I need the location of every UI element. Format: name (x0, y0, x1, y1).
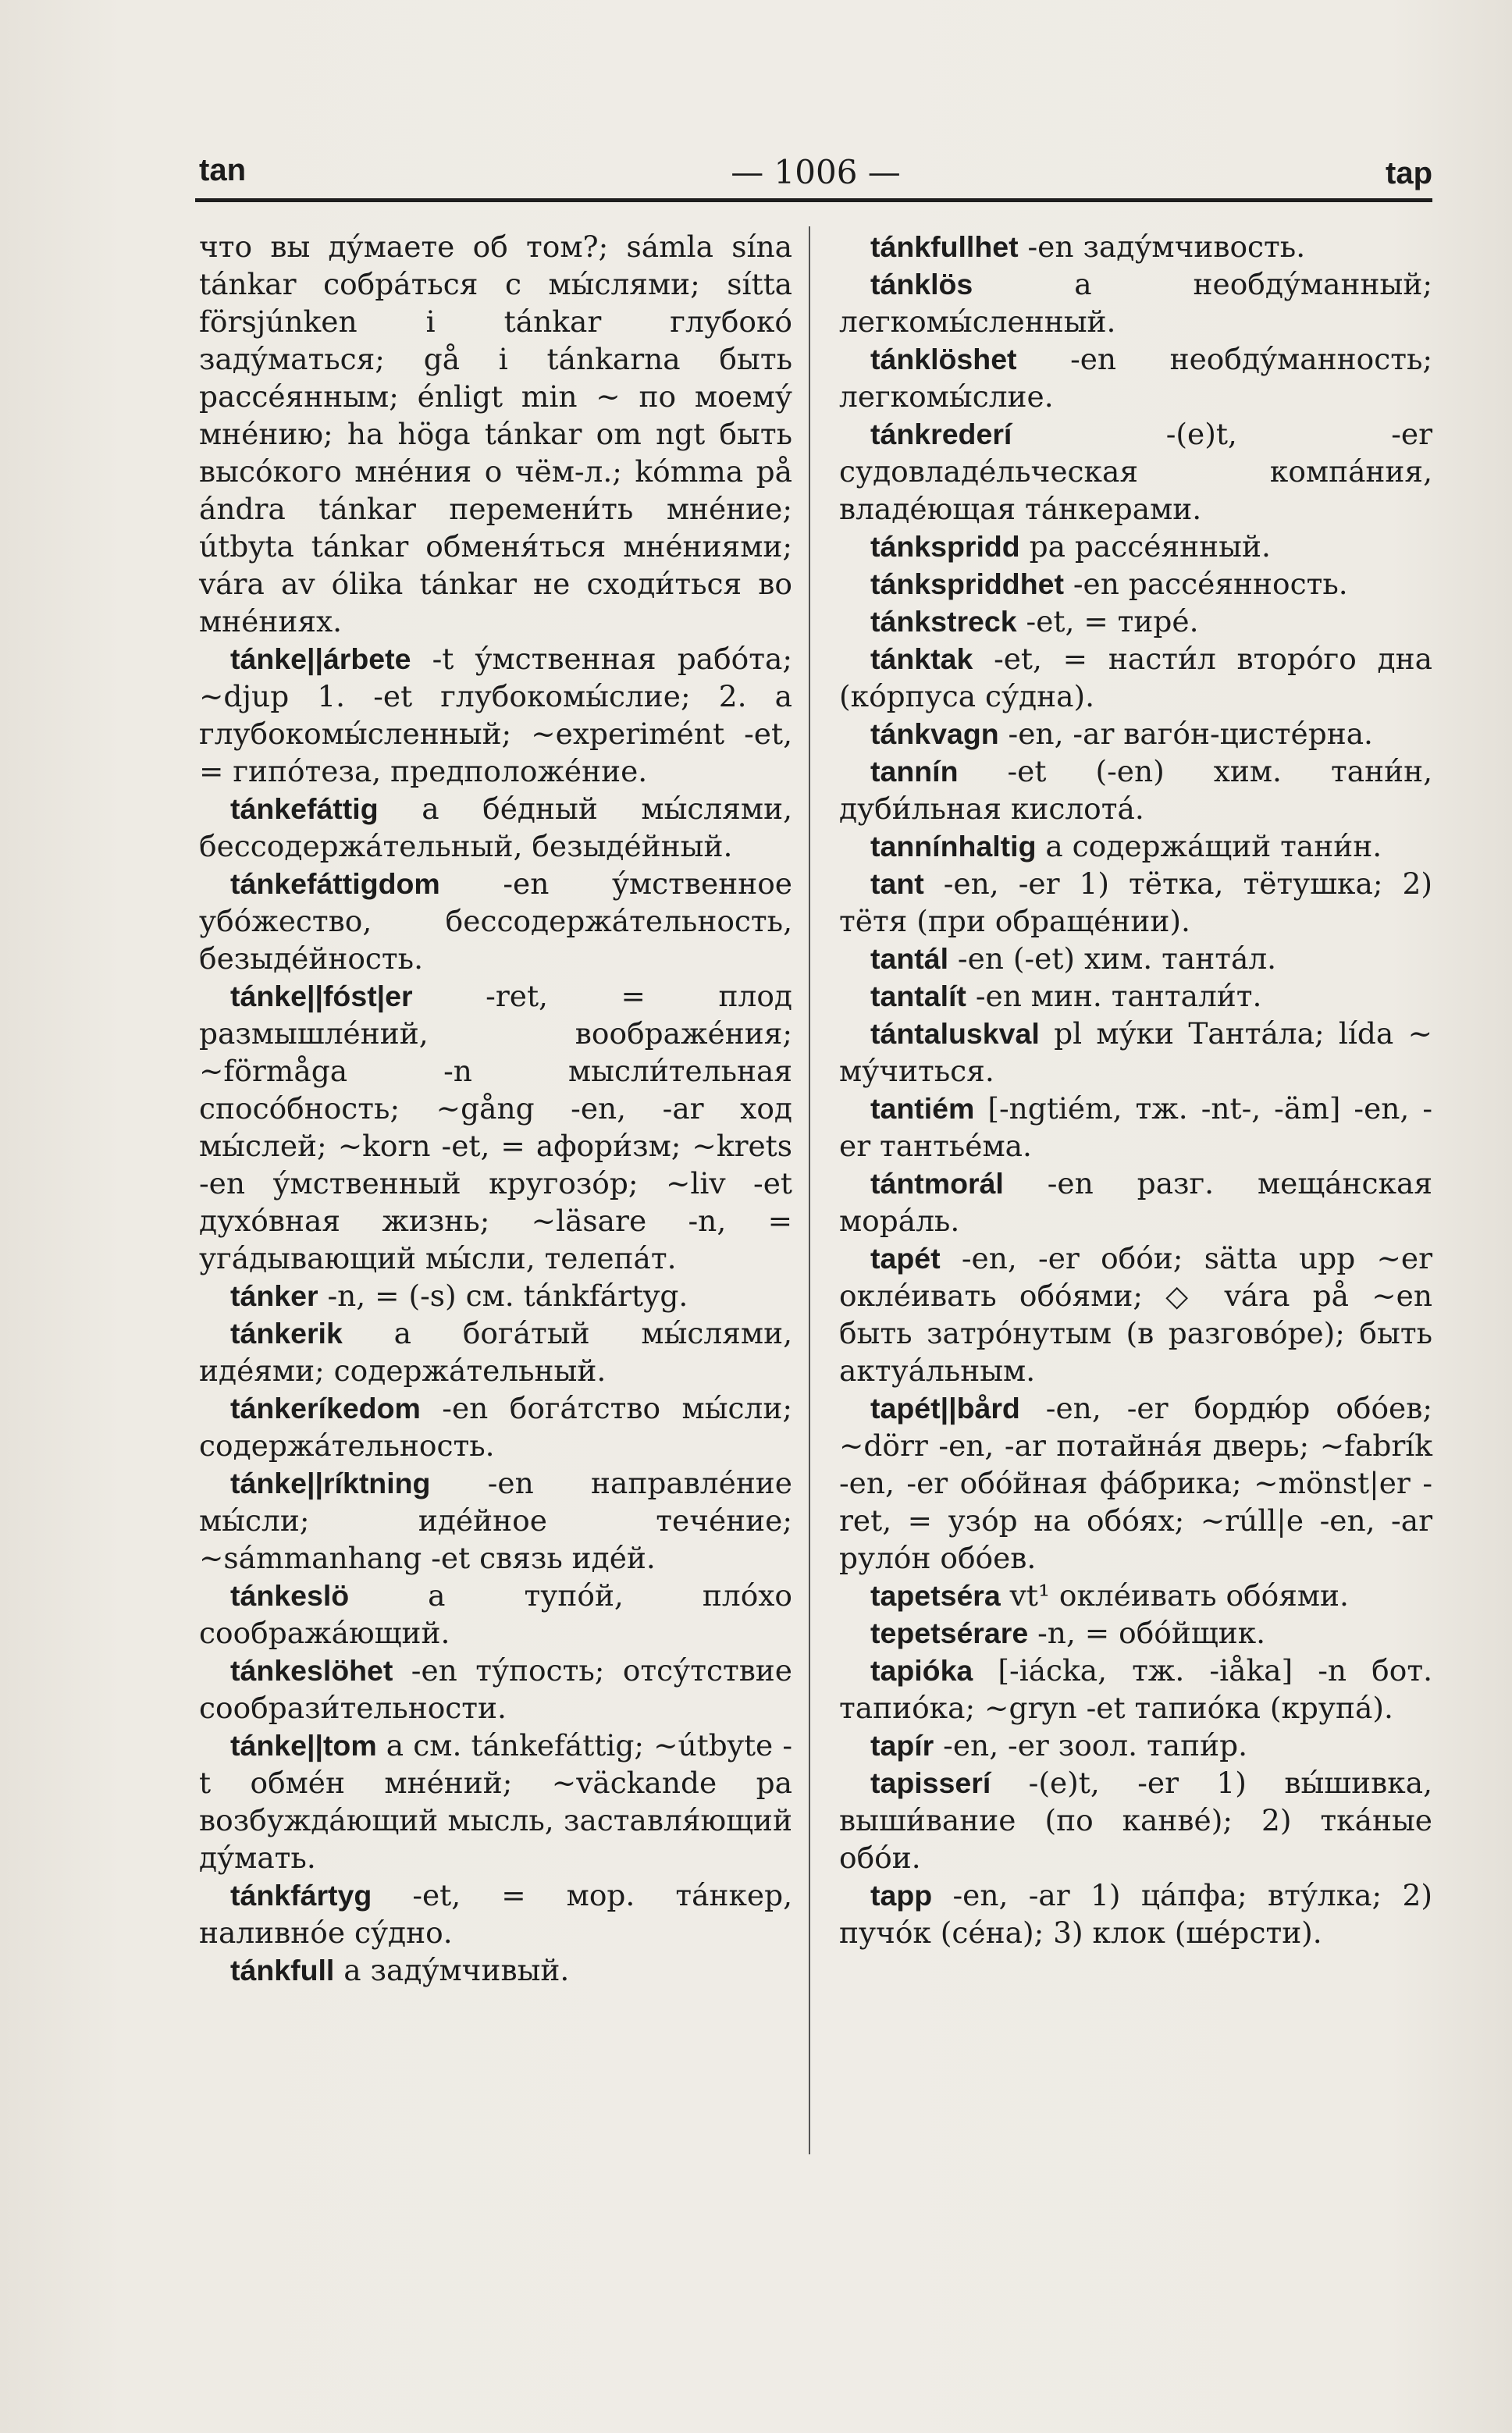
dictionary-entry (839, 1876, 1432, 1951)
dictionary-entry (839, 752, 1432, 827)
dictionary-entry (199, 1951, 792, 1989)
headword: tántmorál (870, 1167, 1004, 1200)
dictionary-entry (839, 1389, 1432, 1577)
dictionary-entry (839, 977, 1432, 1015)
dictionary-entry (199, 1314, 792, 1389)
headword: tánklöshet (870, 343, 1017, 375)
definition: a тупо́й, пло́хо сообража́ющий. (199, 1578, 792, 1650)
definition: -en рассе́янность. (1063, 567, 1348, 601)
dictionary-entry (839, 715, 1432, 752)
headword: tánkrederí (870, 418, 1012, 450)
definition: -en, -ar ваго́н-цисте́рна. (998, 717, 1373, 751)
dictionary-entry (199, 1727, 792, 1876)
headword: tannínhaltig (870, 830, 1037, 863)
headword: tánke||tom (230, 1729, 377, 1762)
headword: tánkeslöhet (230, 1654, 393, 1687)
headword: tantalít (870, 980, 966, 1012)
definition: -en, -ar 1) ца́пфа; вту́лка; 2) пучо́к (се́на); 3) клок (ше́рсти). (839, 1878, 1432, 1950)
definition: a бога́тый мы́слями, иде́ями; содержа́тельный. (199, 1316, 792, 1388)
definition: -en, -er зоол. тапи́р. (934, 1728, 1248, 1763)
definition: -en (-et) хим. танта́л. (948, 941, 1277, 976)
dictionary-entry (839, 1240, 1432, 1389)
headword: tánkspridd (870, 530, 1020, 563)
definition: a заду́мчивый. (334, 1953, 570, 1987)
dictionary-entry (839, 1614, 1432, 1652)
definition: -en у́мственное убо́жество, бессодержа́тельность, безыде́йность. (199, 866, 792, 976)
definition: vt¹ окле́ивать обо́ями. (1000, 1578, 1349, 1613)
definition: -en мин. тантали́т. (966, 979, 1262, 1013)
definition: -en, -er бордю́р обо́ев; ~dörr -en, -ar потайна́я дверь; ~fabrík -en, -er обо́йная фа́брика; ~mönst|er -ret, = узо́р на обо́ях; ~rúll|e -en, -ar руло́н обо́ев. (839, 1391, 1432, 1575)
dictionary-entry (199, 865, 792, 977)
definition: -n, = обо́йщик. (1028, 1616, 1266, 1650)
left-column (199, 228, 792, 1989)
definition: -en необду́манность; легкомы́слие. (839, 342, 1432, 414)
dictionary-entry (199, 977, 792, 1277)
definition: [-iácka, тж. -iåka] -n бот. тапио́ка; ~gryn -et тапио́ка (крупа́). (839, 1653, 1432, 1725)
definition: -ret, = плод размышле́ний, воображе́ния; ~förmåga -n мысли́тельная спосо́бность; ~gång -en, -ar ход мы́слей; ~korn -et, = афори́зм; ~krets -en у́мственный кругозо́р; ~liv -et духо́вная жизнь; ~läsare -n, = уга́дывающий мы́сли, телепа́т. (199, 979, 792, 1275)
headword: tánktak (870, 642, 973, 675)
definition: -en разг. меща́нская мора́ль. (839, 1166, 1432, 1238)
headword: tántaluskval (870, 1017, 1040, 1050)
dictionary-entry (839, 1764, 1432, 1876)
definition: -n, = (-s) см. tánkfártyg. (318, 1279, 688, 1313)
headword: tánke||árbete (230, 642, 411, 675)
dictionary-entry (839, 1090, 1432, 1165)
dictionary-entry (839, 603, 1432, 640)
dictionary-entry: что вы ду́маете об том?; sámla sína tánkar собра́ться с мы́слями; sítta försjúnken i tánkar глубоко́ заду́маться; gå i tánkarna быть рассе́янным; énligt min ~ по моему́ мне́нию; ha höga tánkar om ngt быть высо́кого мне́ния о чём-л.; kómma på ándra tánkar перемени́ть мне́ние; útbyta tánkar обменя́ться мне́ниями; vára av ólika tánkar не сходи́ться во мне́ниях. (199, 229, 792, 638)
headword: tánkerik (230, 1317, 343, 1350)
dictionary-entry (839, 1577, 1432, 1614)
definition: -(e)t, -er судовладе́льческая компа́ния, владе́ющая та́нкерами. (839, 417, 1432, 526)
definition: -et, = насти́л второ́го дна (ко́рпуса су́дна). (839, 642, 1432, 713)
headword: tapét||bård (870, 1392, 1020, 1425)
dictionary-entry (839, 565, 1432, 603)
headword: tant (870, 867, 924, 900)
right-column (839, 228, 1432, 1951)
headword: tapisserí (870, 1766, 991, 1799)
dictionary-entry (199, 1389, 792, 1464)
page-number: — 1006 — (731, 153, 901, 191)
headword: tantiém (870, 1092, 975, 1125)
dictionary-entry (839, 1652, 1432, 1727)
headword: tánker (230, 1279, 318, 1312)
headword: tapetséra (870, 1579, 1001, 1612)
dictionary-entry (839, 865, 1432, 940)
dictionary-entry (839, 415, 1432, 528)
right-guide-word: tap (1386, 156, 1432, 190)
dictionary-entry (199, 640, 792, 790)
headword: tapióka (870, 1654, 973, 1687)
dictionary-entry (839, 1165, 1432, 1240)
dictionary-entry (839, 827, 1432, 865)
definition: -et (-en) хим. тани́н, дуби́льная кислота́. (839, 754, 1432, 826)
definition: a бе́дный мы́слями, бессодержа́тельный, безыде́йный. (199, 791, 792, 863)
definition: a необду́манный; легкомы́сленный. (839, 267, 1432, 339)
dictionary-entry (199, 1277, 792, 1314)
definition: a содержа́щий тани́н. (1036, 829, 1382, 863)
definition: -en заду́мчивость. (1018, 229, 1306, 264)
definition: -en, -er обо́и; sätta upp ~er окле́ивать обо́ями; ◇ vára på ~en быть затро́нутым (в разгово́ре); быть актуа́льным. (839, 1241, 1432, 1388)
dictionary-entry (199, 1652, 792, 1727)
dictionary-entry (199, 790, 792, 865)
dictionary-entry (839, 640, 1432, 715)
headword: tapét (870, 1242, 941, 1275)
dictionary-entry (199, 1464, 792, 1577)
dictionary-entry (839, 528, 1432, 565)
headword: tánke||ríktning (230, 1467, 431, 1499)
headword: tánkstreck (870, 605, 1017, 638)
header-rule (195, 198, 1432, 202)
left-guide-word: tan (199, 153, 246, 187)
definition: -(e)t, -er 1) вы́шивка, выши́вание (по канве́); 2) тка́ные обо́и. (839, 1766, 1432, 1875)
dictionary-entry (199, 1876, 792, 1951)
definition: [-ngtiém, тж. -nt-, -äm] -en, -er тантье́ма. (839, 1091, 1432, 1163)
dictionary-entry (839, 1727, 1432, 1764)
headword: tánkspriddhet (870, 567, 1064, 600)
definition: -en бога́тство мы́сли; содержа́тельность. (199, 1391, 792, 1463)
headword: tepetsérare (870, 1617, 1029, 1649)
dictionary-entry (839, 1015, 1432, 1090)
dictionary-entry (839, 340, 1432, 415)
dictionary-entry (839, 228, 1432, 265)
headword: tánkvagn (870, 717, 999, 750)
definition: -en направле́ние мы́сли; иде́йное тече́ние; ~sámmanhang -et связь иде́й. (199, 1466, 792, 1575)
headword: tapír (870, 1729, 934, 1762)
page-header (199, 153, 1432, 200)
headword: tánkfull (230, 1954, 335, 1987)
definition: -en ту́пость; отсу́тствие сообрази́тельности. (199, 1653, 792, 1725)
headword: tánkeríkedom (230, 1392, 421, 1425)
headword: tapp (870, 1879, 933, 1912)
headword: tannín (870, 755, 959, 788)
column-divider (809, 226, 810, 2154)
headword: tánklös (870, 268, 973, 301)
headword: tánkeslö (230, 1579, 350, 1612)
headword: tantál (870, 942, 949, 975)
dictionary-entry (839, 940, 1432, 977)
definition: -en, -er 1) тётка, тётушка; 2) тётя (при обраще́нии). (839, 866, 1432, 938)
definition: -et, = тире́. (1016, 604, 1199, 638)
definition: a см. tánkefáttig; ~útbyte -t обме́н мне́ний; ~väckande pa возбужда́ющий мысль, заставля́ющий ду́мать. (199, 1728, 792, 1875)
headword: tánkefáttig (230, 792, 379, 825)
definition: pl му́ки Танта́ла; lída ~ му́читься. (839, 1016, 1432, 1088)
headword: tánke||fóst|er (230, 980, 413, 1012)
definition: pa рассе́янный. (1019, 529, 1271, 564)
definition: -et, = мор. та́нкер, наливно́е су́дно. (199, 1878, 792, 1950)
dictionary-entry (839, 265, 1432, 340)
headword: tánkfullhet (870, 230, 1019, 263)
definition: -t у́мственная рабо́та; ~djup 1. -et глубокомы́слие; 2. a глубокомы́сленный; ~experimént -et, = гипо́теза, предположе́ние. (199, 642, 792, 788)
headword: tánkfártyg (230, 1879, 372, 1912)
dictionary-entry (199, 1577, 792, 1652)
headword: tánkefáttigdom (230, 867, 440, 900)
